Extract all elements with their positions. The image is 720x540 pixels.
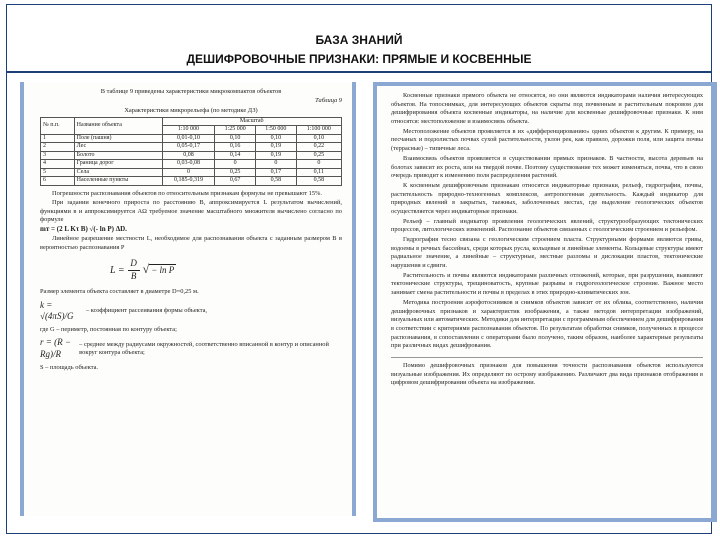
table-caption: Таблица 9: [315, 97, 342, 105]
table-cell: 0,11: [296, 168, 341, 177]
formula-numerator: D: [130, 258, 137, 269]
right-document-page: [373, 82, 717, 522]
table-row: [41, 177, 342, 186]
table-cell: 0,10: [256, 134, 297, 143]
left-para-2: При задании конечного прироста по расстоянию B, аппроксимируется L результатом вычислений, функциями в и аппроксимируется АΩ требуемое значение масштабного множителя вычислено согласно по формуле: [40, 199, 342, 223]
table-cell: 0,05-0,17: [162, 143, 215, 152]
left-para-4: Размер элемента объекта составляет в диаметре D=0,25 м.: [40, 288, 199, 296]
left-intro: В таблице 9 приведены характеристики микрокомпактов объектов: [100, 88, 282, 95]
table-cell: 0,19: [256, 151, 297, 160]
table-header-cell: 1:10 000: [162, 126, 215, 135]
table-row: [41, 160, 342, 169]
table-header-cell: № п.п.: [41, 117, 75, 134]
table-header-cell: 1:25 000: [215, 126, 256, 135]
table-cell: Болото: [74, 151, 162, 160]
table-row: [41, 151, 342, 160]
formula-scale: mт = (2 L Kτ B) √(- ln P) ΔD.: [40, 225, 127, 234]
formula-resolution: [110, 258, 342, 282]
table-cell: 0,25: [215, 168, 256, 177]
left-para-1: Погрешности распознавания объектов по относительным признакам формулы не превышают 15%.: [52, 189, 322, 197]
table-cell: Лес: [74, 143, 162, 152]
right-para-5: Рельеф – главный индикатор проявления геологических явлений, структурообразующих тектонических процессов, литологических изменений. Распознание объектов связанных с геологическим строением и рельефом.: [391, 217, 703, 234]
formula-denominator: B: [130, 270, 137, 281]
formula-radicand: − ln P: [151, 264, 175, 275]
slide-title: БАЗА ЗНАНИЙ: [315, 33, 403, 47]
right-para-2: Местоположение объектов проявляется в их «дифференцированию» одних объектов к другим. К примеру, на песчаных и подзолистых почвах сухой растительности, уклон рек, как правило, дорожки поля, или защита почвы (террасные) – типичные леса.: [391, 127, 703, 153]
table-header-cell: Название объекта: [74, 117, 162, 134]
table-cell: 0: [296, 160, 341, 169]
left-document-page: [20, 82, 356, 516]
coefficient-form-note: где G – периметр, постоянная по контуру объекта;: [40, 326, 177, 334]
table-cell: 0: [256, 160, 297, 169]
table-cell: 0,19: [256, 143, 297, 152]
table-cell: 2: [41, 143, 75, 152]
right-para-9: Помимо дешифровочных признаков для повышения точности распознавания объектов используются визуальные изображения. Их определяют по острому изображению. Различают два вида признаков отображения в цифровом дешифрировании объекта на изображении.: [391, 361, 703, 387]
table-header-row: [41, 117, 342, 126]
table-cell: 6: [41, 177, 75, 186]
sqrt-icon: √: [142, 262, 150, 277]
page-divider: [391, 357, 703, 358]
table-cell: 0,03-0,08: [162, 160, 215, 169]
table-cell: 0,22: [296, 143, 341, 152]
slide-subtitle: ДЕШИФРОВОЧНЫЕ ПРИЗНАКИ: ПРЯМЫЕ И КОСВЕННЫЕ: [186, 52, 532, 66]
table-cell: 0,58: [296, 177, 341, 186]
table-cell: 0,16: [215, 143, 256, 152]
table-cell: 0,01-0,10: [162, 134, 215, 143]
coefficient-radius-note: S – площадь объекта.: [40, 363, 99, 371]
right-para-4: К косвенным дешифровочным признакам относятся индикаторные признаки, рельеф, гидрография, почвы, растительность природно-техногенных комплексов, антропогенная деятельность. Каждый индикатор для природных явлений в закрытых, таежных, заболоченных местах, где выделение геологических объектов осуществляется через индикаторные признаки.: [391, 181, 703, 215]
table-cell: 0: [162, 168, 215, 177]
table-cell: 0,67: [215, 177, 256, 186]
table-header-cell: Масштаб: [162, 117, 341, 126]
table-row: [41, 143, 342, 152]
table-cell: 0,10: [215, 134, 256, 143]
table-header-cell: 1:50 000: [256, 126, 297, 135]
table-cell: Села: [74, 168, 162, 177]
table-cell: 3: [41, 151, 75, 160]
right-para-8: Методика построения аэрофотоснимков и снимков объектов зависит от их облика, соответственно, наличия дешифровочных признаков и характеристик изображения, а также методов интерпретации изображений, визуальных или автоматических. Методики для интерпретации с программным обеспечением для дешифрирования в соответствии с критериями распознавания объектов. По результатам обработки снимков, полученных в процессе распознавания, в сопоставлении с операторами было получено, таким образом, наиболее характерные результаты при различных видах дешифрования.: [391, 298, 703, 350]
right-para-1: Косвенные признаки прямого объекта не относятся, но они являются индикаторами наличия интересующих объектов. На топоснимках, для интересующих объектов скрыты под почвенным и растительным покровом для дешифрирования объекта косвенные индикаторы, на наличие для косвенные дешифровочные признаки. К ним относятся: местоположение и взаимосвязь объекта.: [391, 92, 703, 126]
coefficient-radius-text: – среднее между радиусами окружностей, соответственно вписанной в контур и описанной вокруг контура объекта;: [79, 340, 329, 357]
left-para-3: Линейное разрешение местности L, необходимое для распознавания объекта с заданным размером B в вероятностью распознавания P: [40, 235, 342, 251]
table-cell: 5: [41, 168, 75, 177]
table-cell: 0: [215, 160, 256, 169]
table-cell: 1: [41, 134, 75, 143]
table-header-cell: 1:100 000: [296, 126, 341, 135]
table-cell: 4: [41, 160, 75, 169]
table-cell: 0,25: [296, 151, 341, 160]
table-cell: 0,17: [256, 168, 297, 177]
title-box: [7, 5, 711, 73]
table-row: [41, 134, 342, 143]
coefficient-form-text: – коэффициент рассеивания формы объекта,: [86, 307, 208, 315]
coefficient-radius-symbol: r = (R − Rg)/R: [40, 337, 71, 360]
microrelief-table: [40, 117, 342, 186]
table-cell: 0,08: [162, 151, 215, 160]
table-cell: 0,10: [296, 134, 341, 143]
table-cell: 0,14: [215, 151, 256, 160]
formula-lhs: L =: [110, 264, 125, 276]
right-para-6: Гидрография тесно связана с геологическим строением пласта. Структурными формами являются гривы, водоемы в речных бассейнах, среди которых русла, кольцевые и линейные элементы. Кольцевые структуры имеют радиальное значение, а линейные – структурные, местные разломы и дислокации пластов, тектонические нарушения и сдвиги.: [391, 236, 703, 270]
right-para-3: Взаимосвязь объектов проявляется в существовании прямых признаков. В частности, высота деревьев на болотах зависит их роста, или на твердой почве. Поэтому существование тех может изменяться, почва, что в свою очередь приводит к изменению поля распределения растений.: [391, 154, 703, 180]
table-row: [41, 168, 342, 177]
coefficient-radius: [40, 337, 342, 360]
table-cell: Поле (пашня): [74, 134, 162, 143]
right-para-7: Растительность и почвы являются индикаторами различных отложений, которые, при разрушении, выявляют тектонические структуры, трещиноватость, крупные разрывы и гидрогеологическое строение. Важное место занимает смена растительности и почвы в пределах в этих природно-климатических зон.: [391, 271, 703, 297]
coefficient-form: [40, 300, 342, 323]
table-cell: 0,58: [256, 177, 297, 186]
table-cell: 0,185-0,319: [162, 177, 215, 186]
table-cell: Населенные пункты: [74, 177, 162, 186]
table-title: Характеристики микрорельефа (по методике ДЗ): [124, 106, 258, 114]
table-cell: Граница дорог: [74, 160, 162, 169]
coefficient-form-symbol: k = √(4πS)/G: [40, 299, 74, 322]
formula-fraction: [128, 258, 140, 282]
